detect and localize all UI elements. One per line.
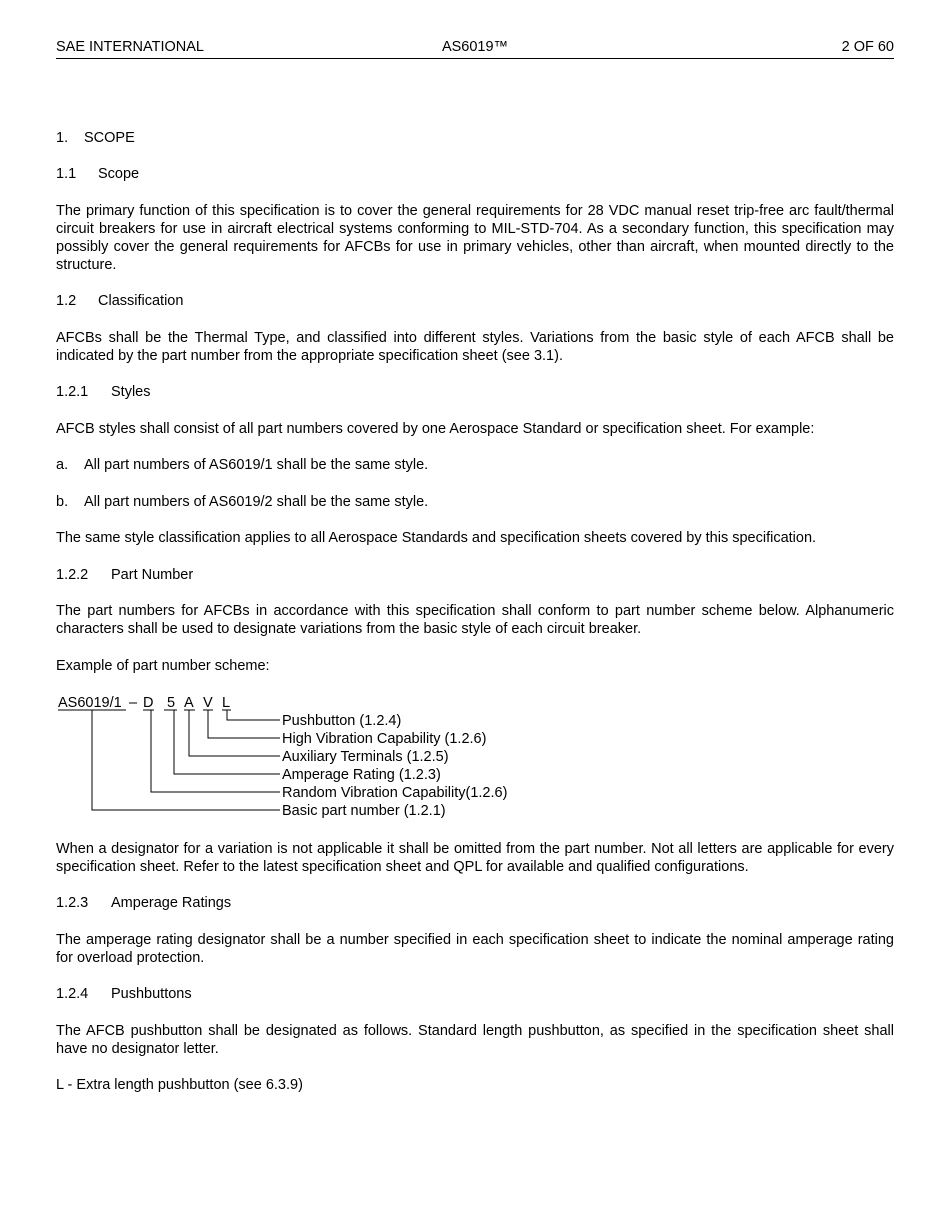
scheme-five: 5 xyxy=(167,695,176,711)
scheme-l: L xyxy=(222,695,231,711)
leader-aux-terminals xyxy=(189,710,280,756)
leader-high-vibration xyxy=(208,710,280,738)
list-item-b: b. All part numbers of AS6019/2 shall be the same style. xyxy=(56,494,429,510)
label-pushbutton: Pushbutton (1.2.4) xyxy=(282,713,402,729)
label-random-vibration: Random Vibration Capability(1.2.6) xyxy=(282,785,508,801)
scheme-base: AS6019/1 xyxy=(58,695,122,711)
paragraph-amperage: The amperage rating designator shall be a number specified in each specification sheet to indicate the nominal amperage rating for overload protection. xyxy=(56,932,894,966)
paragraph-example-label: Example of part number scheme: xyxy=(56,658,270,674)
section-1-2-3-heading: 1.2.3 Amperage Ratings xyxy=(56,895,232,911)
label-aux-terminals: Auxiliary Terminals (1.2.5) xyxy=(282,749,449,765)
section-1-2-2-heading: 1.2.2 Part Number xyxy=(56,567,194,583)
paragraph-styles: AFCB styles shall consist of all part numbers covered by one Aerospace Standard or specification sheet. For example: xyxy=(56,421,815,437)
section-1-2-heading: 1.2 Classification xyxy=(56,293,184,309)
header-document-id: AS6019™ xyxy=(441,39,509,55)
paragraph-designator: When a designator for a variation is not applicable it shall be omitted from the part number. Not all letters are applicable for every specification sheet. Refer to the latest specification sheet and QPL for available and qualified configurations. xyxy=(56,841,894,875)
part-number-scheme-svg xyxy=(56,690,576,825)
paragraph-pushbuttons: The AFCB pushbutton shall be designated as follows. Standard length pushbutton, as specified in the specification sheet shall have no designator letter. xyxy=(56,1023,894,1057)
header-page-number: 2 OF 60 xyxy=(841,39,894,55)
part-number-scheme-diagram xyxy=(56,690,576,825)
label-basic-part: Basic part number (1.2.1) xyxy=(282,803,446,819)
scheme-a: A xyxy=(184,695,194,711)
paragraph-extra-length: L - Extra length pushbutton (see 6.3.9) xyxy=(56,1077,303,1093)
scheme-dash: – xyxy=(129,695,138,711)
scheme-v: V xyxy=(203,695,213,711)
section-1-heading: 1. SCOPE xyxy=(56,130,135,146)
paragraph-scope: The primary function of this specification is to cover the general requirements for 28 VDC manual reset trip-free arc fault/thermal circuit breakers for use in aircraft electrical systems conforming to MIL-STD-704. As a secondary function, this specification may possibly cover the general requirements for AFCBs for use in primary vehicles, other than aircraft, when mounted directly to the structure. xyxy=(56,203,894,273)
paragraph-same-style: The same style classification applies to all Aerospace Standards and specification sheets covered by this specification. xyxy=(56,530,817,546)
paragraph-classification: AFCBs shall be the Thermal Type, and classified into different styles. Variations from the basic style of each AFCB shall be indicated by the part number from the appropriate specification sheet (see 3.1). xyxy=(56,330,894,364)
section-1-2-4-heading: 1.2.4 Pushbuttons xyxy=(56,986,192,1002)
leader-pushbutton xyxy=(227,710,280,720)
header-organization: SAE INTERNATIONAL xyxy=(56,39,204,55)
page-header xyxy=(56,38,894,59)
label-amperage: Amperage Rating (1.2.3) xyxy=(282,767,441,783)
leader-basic-part xyxy=(92,710,280,810)
label-high-vibration: High Vibration Capability (1.2.6) xyxy=(282,731,487,747)
scheme-d: D xyxy=(143,695,154,711)
section-1-2-1-heading: 1.2.1 Styles xyxy=(56,384,151,400)
paragraph-part-number: The part numbers for AFCBs in accordance with this specification shall conform to part number scheme below. Alphanumeric characters shall be used to designate variations from the basic style of each circuit breaker. xyxy=(56,603,894,637)
list-item-a: a. All part numbers of AS6019/1 shall be the same style. xyxy=(56,457,429,473)
leader-random-vibration xyxy=(151,710,280,792)
section-1-1-heading: 1.1 Scope xyxy=(56,166,140,182)
